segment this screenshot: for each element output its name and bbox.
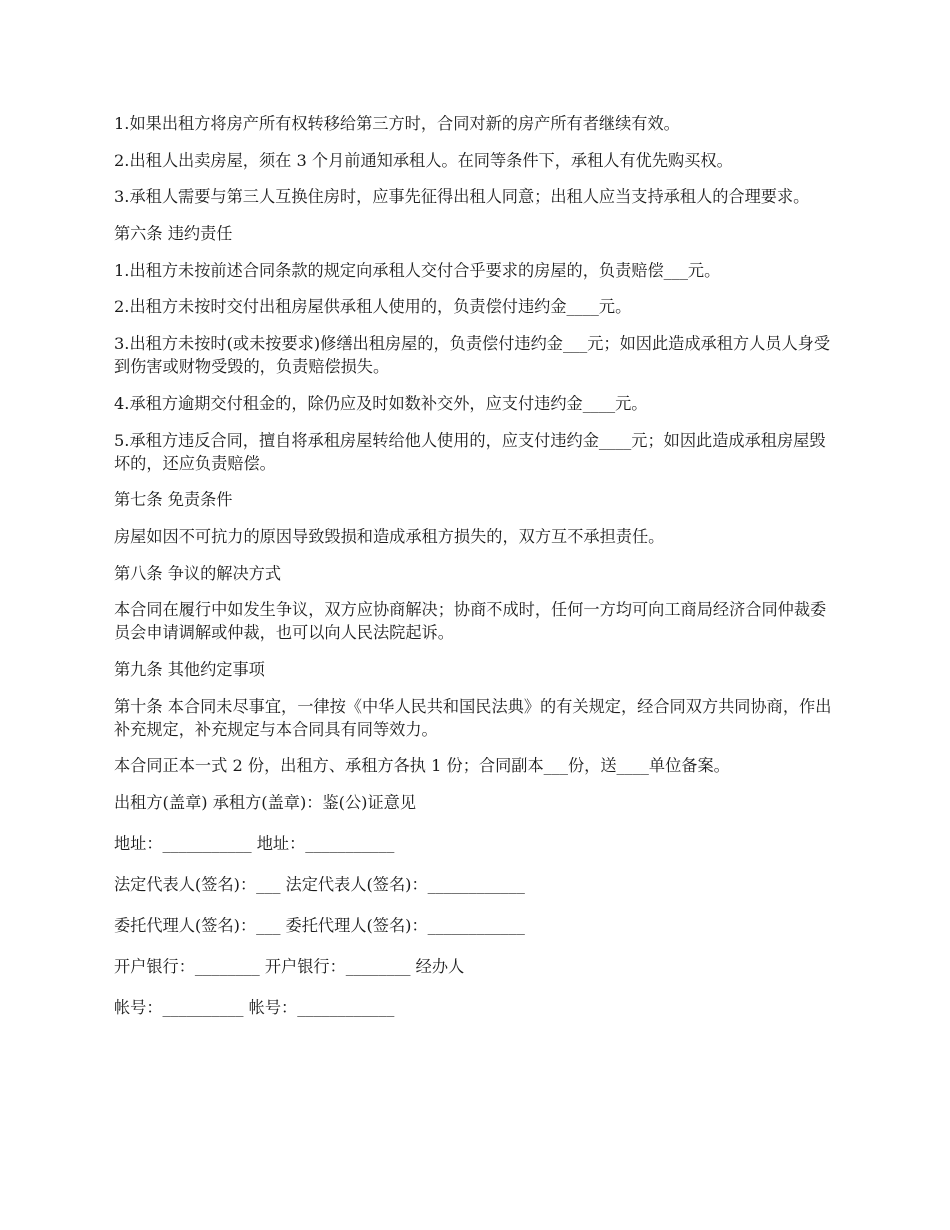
account-line: 帐号：__________ 帐号：____________ bbox=[114, 998, 395, 1017]
clause-paragraph: 2.出租人出卖房屋，须在 3 个月前通知承租人。在同等条件下，承租人有优先购买权。 bbox=[114, 150, 733, 170]
section-heading: 第七条 免责条件 bbox=[114, 490, 233, 510]
bank-line: 开户银行：________ 开户银行：________ 经办人 bbox=[114, 957, 465, 976]
document-body bbox=[114, 112, 840, 1037]
clause-paragraph: 本合同在履行中如发生争议，双方应协商解决；协商不成时，任何一方均可向工商局经济合同仲裁委员会申请调解或仲裁，也可以向人民法院起诉。 bbox=[114, 600, 827, 643]
clause-paragraph: 1.出租方未按前述合同条款的规定向承租人交付合乎要求的房屋的，负责赔偿___元。 bbox=[114, 260, 721, 280]
clause-paragraph: 4.承租方逾期交付租金的，除仍应及时如数补交外，应支付违约金____元。 bbox=[114, 393, 648, 413]
address-line: 地址：___________ 地址：___________ bbox=[114, 834, 395, 853]
clause-paragraph: 第十条 本合同未尽事宜，一律按《中华人民共和国民法典》的有关规定，经合同双方共同协商，作出补充规定，补充规定与本合同具有同等效力。 bbox=[114, 696, 832, 739]
clause-paragraph: 3.出租方未按时(或未按要求)修缮出租房屋的，负责偿付违约金___元；如因此造成承租方人员人身受到伤害或财物受毁的，负责赔偿损失。 bbox=[114, 334, 831, 377]
clause-paragraph: 2.出租方未按时交付出租房屋供承租人使用的，负责偿付违约金____元。 bbox=[114, 297, 632, 317]
authorized-agent-line: 委托代理人(签名)：___ 委托代理人(签名)：____________ bbox=[114, 916, 525, 935]
legal-representative-line: 法定代表人(签名)：___ 法定代表人(签名)：____________ bbox=[114, 875, 525, 894]
section-heading: 第六条 违约责任 bbox=[114, 224, 233, 244]
clause-paragraph: 本合同正本一式 2 份，出租方、承租方各执 1 份；合同副本___份，送____单位备案。 bbox=[114, 756, 730, 776]
signature-header: 出租方(盖章) 承租方(盖章)：鉴(公)证意见 bbox=[114, 793, 417, 812]
clause-paragraph: 5.承租方违反合同，擅自将承租房屋转给他人使用的，应支付违约金____元；如因此造成承租房屋毁坏的，还应负责赔偿。 bbox=[114, 430, 826, 473]
clause-paragraph: 3.承租人需要与第三人互换住房时，应事先征得出租人同意；出租人应当支持承租人的合理要求。 bbox=[114, 187, 810, 207]
section-heading: 第九条 其他约定事项 bbox=[114, 659, 265, 679]
section-heading: 第八条 争议的解决方式 bbox=[114, 563, 282, 583]
clause-paragraph: 房屋如因不可抗力的原因导致毁损和造成承租方损失的，双方互不承担责任。 bbox=[114, 526, 665, 546]
clause-paragraph: 1.如果出租方将房产所有权转移给第三方时，合同对新的房产所有者继续有效。 bbox=[114, 114, 680, 133]
